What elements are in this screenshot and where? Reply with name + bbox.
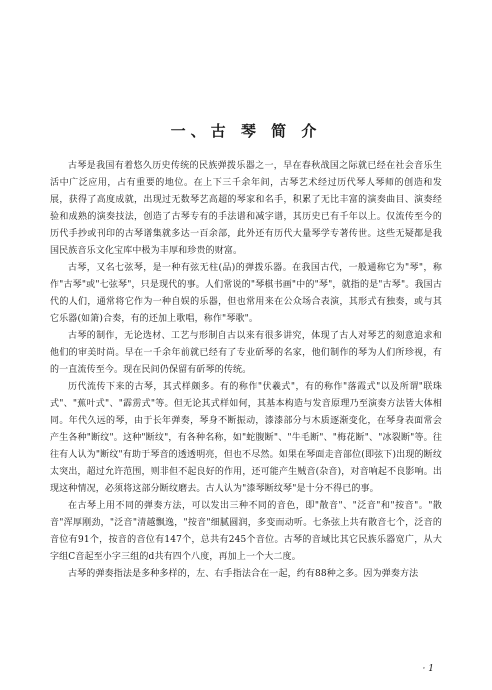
paragraph: 古琴的弹奏指法是多种多样的，左、右手指法合在一起，约有88种之多。因为弹奏方法 [68, 569, 419, 579]
paragraph: 古琴是我国有着悠久历史传统的民族弹拨乐器之一，早在春秋战国之际就已经在社会音乐生活中广泛应用，占有重要的地位。在上下三千余年间，古琴艺术经过历代琴人琴师的创造和发展，获得了高度成就，出现过无数琴艺高超的琴家和名手，积累了无比丰富的演奏曲目、演奏经验和成熟的演奏技法，创造了古琴专有的手法谱和减字谱，其历史已有千年以上。仅流传至今的历代手抄或刊印的古琴谱集就多达一百余部，此外还有历代大量琴学专著传世。这些无疑都是我国民族音乐文化宝库中极为丰厚和珍贵的财富。 [50, 161, 442, 256]
page-number: · 1 [422, 664, 434, 674]
paragraph: 在古琴上用不同的弹奏方法，可以发出三种不同的音色，即"散音"、"泛音"和"按音"。"散音"浑厚刚劲，"泛音"清越飘逸，"按音"细腻圆润，多变而动听。七条弦上共有散音七个，泛音的音位有91个，按音的音位有147个，总共有245个音位。古琴的音域比其它民族乐器宽广，从大字组C音起至小字三组的d共有四个八度，再加上一个大二度。 [50, 501, 442, 562]
paragraph: 历代流传下来的古琴，其式样颇多。有的称作"伏羲式"，有的称作"落霞式"以及所谓"联珠式"、"蕉叶式"、"霹雳式"等。但无论其式样如何，其基本构造与发音原理乃至演奏方法皆大体相同。年代久远的琴，由于长年弹奏，琴身不断振动，漆漆部分与木质逐渐变化，在琴身表面常会产生各种"断纹"。这种"断纹"，有各种名称，如"蛇腹断"、"牛毛断"、"梅花断"、"冰裂断"等。往往有人认为"断纹"有助于琴音的透透明亮，但也不尽然。如果在琴面走音部位(即弦下)出现的断纹太突出，超过允许范围，则非但不起良好的作用，还可能产生贼音(杂音)，对音响起不良影响。出现这种情况，必须将这部分断纹磨去。古人认为"漆琴断纹琴"是十分不得已的事。 [50, 382, 442, 494]
chapter-title: 一、古 琴 简 介 [170, 122, 322, 140]
paragraph: 古琴的制作，无论选材、工艺与形制自古以来有很多讲究，体现了古人对琴艺的刻意追求和他们的审美时尚。早在一千余年前就已经有了专业斫琴的名家，他们制作的琴为人们所珍视，有的一直流传至今。现在民间仍保留有斫琴的传统。 [50, 331, 442, 375]
body-text [50, 158, 442, 583]
paragraph: 古琴，又名七弦琴，是一种有弦无柱(品)的弹拨乐器。在我国古代，一般通称它为"琴"，称作"古琴"或"七弦琴"，只是现代的事。人们常说的"琴棋书画"中的"琴"，就指的是"古琴"。我国古代的人们，通常将它作为一种自娱的乐器，但也常用来在公众场合表演，其形式有独奏，或与其它乐器(如箫)合奏，有的还加上歌唱，称作"琴歌"。 [50, 263, 442, 324]
